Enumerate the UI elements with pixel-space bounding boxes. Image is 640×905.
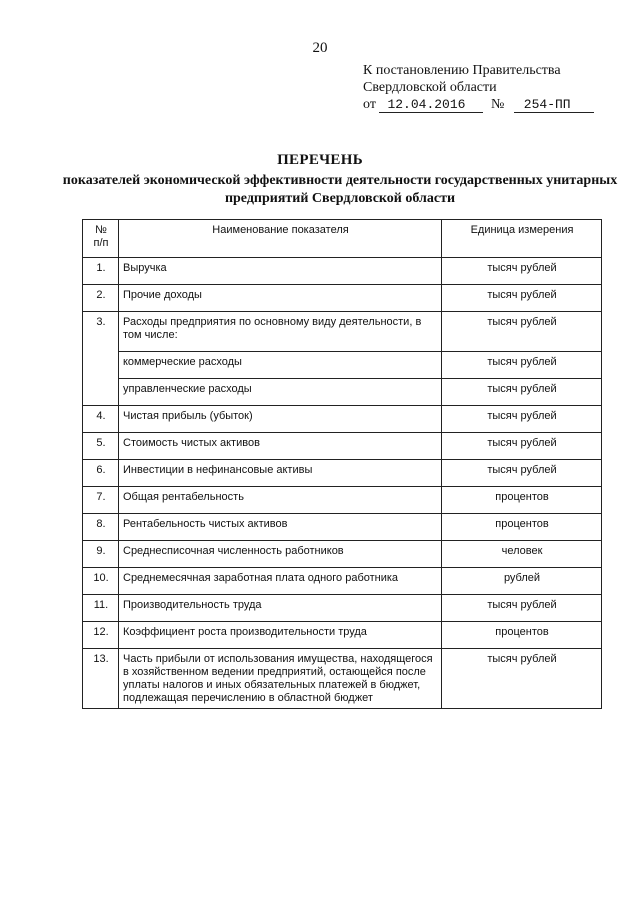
row-num: 1. bbox=[83, 258, 119, 285]
row-num: 5. bbox=[83, 433, 119, 460]
row-name: Рентабельность чистых активов bbox=[119, 514, 442, 541]
row-num: 13. bbox=[83, 649, 119, 709]
row-unit: процентов bbox=[442, 622, 602, 649]
page-number: 20 bbox=[312, 40, 328, 56]
row-unit: тысяч рублей bbox=[442, 312, 602, 352]
approval-line-3 bbox=[363, 96, 594, 113]
approval-number: 254-ПП bbox=[514, 98, 594, 113]
table-row bbox=[83, 379, 602, 406]
row-name: Выручка bbox=[119, 258, 442, 285]
approval-line-2: Свердловской области bbox=[363, 80, 497, 95]
row-unit: тысяч рублей bbox=[442, 379, 602, 406]
row-name: Среднесписочная численность работников bbox=[119, 541, 442, 568]
row-name: Стоимость чистых активов bbox=[119, 433, 442, 460]
table-row bbox=[83, 352, 602, 379]
row-name: Производительность труда bbox=[119, 595, 442, 622]
row-num: 4. bbox=[83, 406, 119, 433]
row-name: Коэффициент роста производительности труда bbox=[119, 622, 442, 649]
table-row bbox=[83, 460, 602, 487]
row-name: Инвестиции в нефинансовые активы bbox=[119, 460, 442, 487]
document-title: ПЕРЕЧЕНЬ bbox=[277, 152, 363, 168]
row-name: управленческие расходы bbox=[119, 379, 442, 406]
approval-number-sign: № bbox=[490, 97, 505, 112]
table-row bbox=[83, 541, 602, 568]
header-unit: Единица измерения bbox=[442, 220, 602, 258]
table-header-row bbox=[83, 220, 602, 258]
table-row bbox=[83, 595, 602, 622]
row-num: 12. bbox=[83, 622, 119, 649]
header-num-line1: № bbox=[95, 224, 107, 236]
row-num: 9. bbox=[83, 541, 119, 568]
approval-line-1: К постановлению Правительства bbox=[363, 63, 561, 78]
row-name: коммерческие расходы bbox=[119, 352, 442, 379]
indicators-table bbox=[82, 219, 602, 709]
row-unit: тысяч рублей bbox=[442, 406, 602, 433]
row-unit: тысяч рублей bbox=[442, 352, 602, 379]
table-row bbox=[83, 487, 602, 514]
table-row bbox=[83, 433, 602, 460]
table-row bbox=[83, 514, 602, 541]
document-subtitle: показателей экономической эффективности деятельности государственных унитарных предприятий Свердловской области bbox=[62, 173, 618, 206]
table-row bbox=[83, 568, 602, 595]
approval-block bbox=[363, 62, 594, 113]
row-name: Часть прибыли от использования имущества, находящегося в хозяйственном ведении предприятий, остающейся после уплаты налогов и иных обязательных платежей в бюджет, подлежащая перечислению в областной бюджет bbox=[119, 649, 442, 709]
row-unit: тысяч рублей bbox=[442, 285, 602, 312]
table-row bbox=[83, 258, 602, 285]
row-unit: тысяч рублей bbox=[442, 433, 602, 460]
header-name: Наименование показателя bbox=[119, 220, 442, 258]
row-unit: человек bbox=[442, 541, 602, 568]
row-name: Чистая прибыль (убыток) bbox=[119, 406, 442, 433]
table-row bbox=[83, 649, 602, 709]
row-num: 3. bbox=[83, 312, 119, 406]
row-name: Общая рентабельность bbox=[119, 487, 442, 514]
header-num-line2: п/п bbox=[93, 237, 109, 249]
table-row bbox=[83, 406, 602, 433]
row-name: Среднемесячная заработная плата одного работника bbox=[119, 568, 442, 595]
table-row bbox=[83, 285, 602, 312]
row-unit: тысяч рублей bbox=[442, 258, 602, 285]
row-num: 10. bbox=[83, 568, 119, 595]
row-num: 7. bbox=[83, 487, 119, 514]
table-row bbox=[83, 622, 602, 649]
row-name: Прочие доходы bbox=[119, 285, 442, 312]
approval-date: 12.04.2016 bbox=[379, 98, 483, 113]
row-unit: тысяч рублей bbox=[442, 595, 602, 622]
row-name: Расходы предприятия по основному виду деятельности, в том числе: bbox=[119, 312, 442, 352]
row-num: 6. bbox=[83, 460, 119, 487]
row-unit: рублей bbox=[442, 568, 602, 595]
header-num bbox=[83, 220, 119, 258]
row-num: 8. bbox=[83, 514, 119, 541]
row-unit: тысяч рублей bbox=[442, 460, 602, 487]
row-num: 2. bbox=[83, 285, 119, 312]
row-unit: тысяч рублей bbox=[442, 649, 602, 709]
row-unit: процентов bbox=[442, 514, 602, 541]
row-num: 11. bbox=[83, 595, 119, 622]
approval-from-label: от bbox=[363, 97, 376, 112]
row-unit: процентов bbox=[442, 487, 602, 514]
table-row bbox=[83, 312, 602, 352]
